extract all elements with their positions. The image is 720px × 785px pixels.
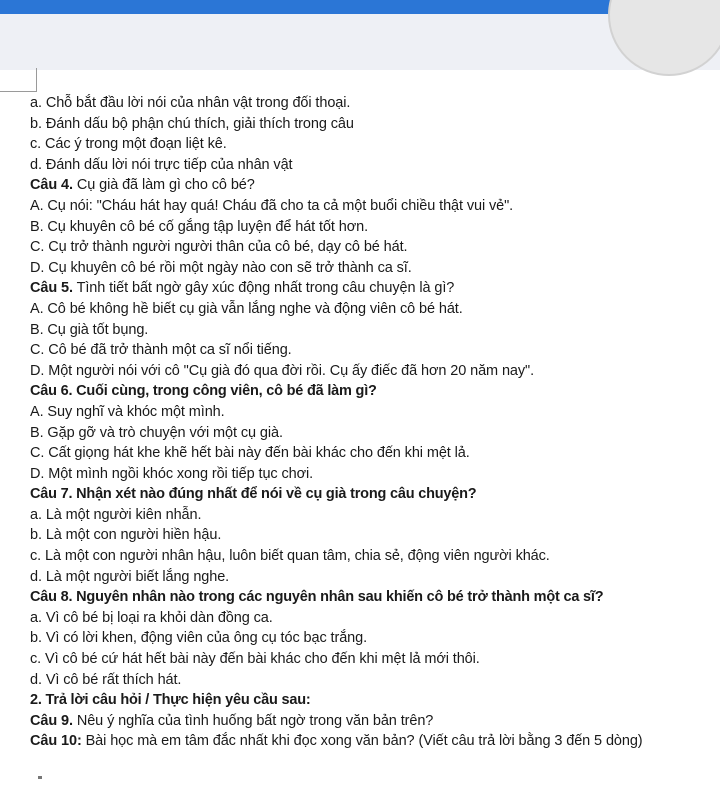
answer-option: b. Là một con người hiền hậu. [30, 527, 222, 544]
question-heading: 2. Trả lời câu hỏi / Thực hiện yêu cầu sau: [30, 692, 311, 709]
cursor-mark [38, 776, 42, 779]
question-number: Câu 10: [30, 733, 82, 750]
question-number: Câu 9. [30, 712, 73, 729]
question-text: Nêu ý nghĩa của tình huống bất ngờ trong văn bản trên? [72, 712, 434, 729]
question-text: Cụ già đã làm gì cho cô bé? [72, 177, 255, 194]
answer-option: B. Cụ khuyên cô bé cố gắng tập luyện để hát tốt hơn. [30, 218, 369, 235]
answer-option: C. Cụ trở thành người người thân của cô bé, dạy cô bé hát. [30, 239, 408, 256]
question-line [30, 175, 720, 196]
answer-option: d. Là một người biết lắng nghe. [30, 568, 230, 585]
answer-option: B. Gặp gỡ và trò chuyện với một cụ già. [30, 424, 283, 441]
answer-option: b. Vì có lời khen, động viên của ông cụ tóc bạc trắng. [30, 630, 368, 647]
answer-option: D. Một mình ngồi khóc xong rồi tiếp tục chơi. [30, 465, 314, 482]
question-line [30, 731, 720, 752]
question-line [30, 278, 720, 299]
answer-option: a. Vì cô bé bị loại ra khỏi dàn đồng ca. [30, 609, 273, 626]
question-heading: Câu 6. Cuối cùng, trong công viên, cô bé đã làm gì? [30, 383, 377, 400]
answer-option: d. Vì cô bé rất thích hát. [30, 671, 182, 688]
answer-option: D. Cụ khuyên cô bé rồi một ngày nào con sẽ trở thành ca sĩ. [30, 259, 412, 276]
question-heading: Câu 7. Nhận xét nào đúng nhất để nói về cụ già trong câu chuyện? [30, 486, 477, 503]
answer-option: a. Chỗ bắt đầu lời nói của nhân vật trong đối thoại. [30, 95, 351, 111]
answer-option: A. Suy nghĩ và khóc một mình. [30, 403, 225, 420]
question-number: Câu 5. [30, 280, 73, 297]
document-body [30, 93, 720, 752]
margin-corner-mark [0, 91, 36, 92]
question-heading: Câu 8. Nguyên nhân nào trong các nguyên nhân sau khiến cô bé trở thành một ca sĩ? [30, 589, 604, 606]
answer-option: C. Cất giọng hát khe khẽ hết bài này đến bài khác cho đến khi mệt lả. [30, 445, 470, 462]
margin-corner-mark-vertical [36, 68, 37, 92]
answer-option: A. Cụ nói: "Cháu hát hay quá! Cháu đã cho ta cả một buổi chiều thật vui vẻ". [30, 197, 514, 214]
answer-option: d. Đánh dấu lời nói trực tiếp của nhân vật [30, 156, 293, 173]
answer-option: c. Vì cô bé cứ hát hết bài này đến bài khác cho đến khi mệt lả mới thôi. [30, 651, 480, 668]
answer-option: b. Đánh dấu bộ phận chú thích, giải thích trong câu [30, 115, 354, 132]
question-number: Câu 4. [30, 177, 73, 194]
answer-option: a. Là một người kiên nhẫn. [30, 506, 202, 523]
answer-option: D. Một người nói với cô "Cụ già đó qua đời rồi. Cụ ấy điếc đã hơn 20 năm nay". [30, 362, 535, 379]
question-text: Tình tiết bất ngờ gây xúc động nhất trong câu chuyện là gì? [72, 280, 455, 297]
answer-option: B. Cụ già tốt bụng. [30, 321, 149, 338]
answer-option: c. Các ý trong một đoạn liệt kê. [30, 136, 227, 153]
answer-option: C. Cô bé đã trở thành một ca sĩ nổi tiếng. [30, 342, 292, 359]
question-line [30, 711, 720, 732]
answer-option: A. Cô bé không hề biết cụ già vẫn lắng nghe và động viên cô bé hát. [30, 300, 463, 317]
answer-option: c. Là một con người nhân hậu, luôn biết quan tâm, chia sẻ, động viên người khác. [30, 548, 550, 565]
question-text: Bài học mà em tâm đắc nhất khi đọc xong văn bản? (Viết câu trả lời bằng 3 đến 5 dòng) [81, 733, 643, 750]
